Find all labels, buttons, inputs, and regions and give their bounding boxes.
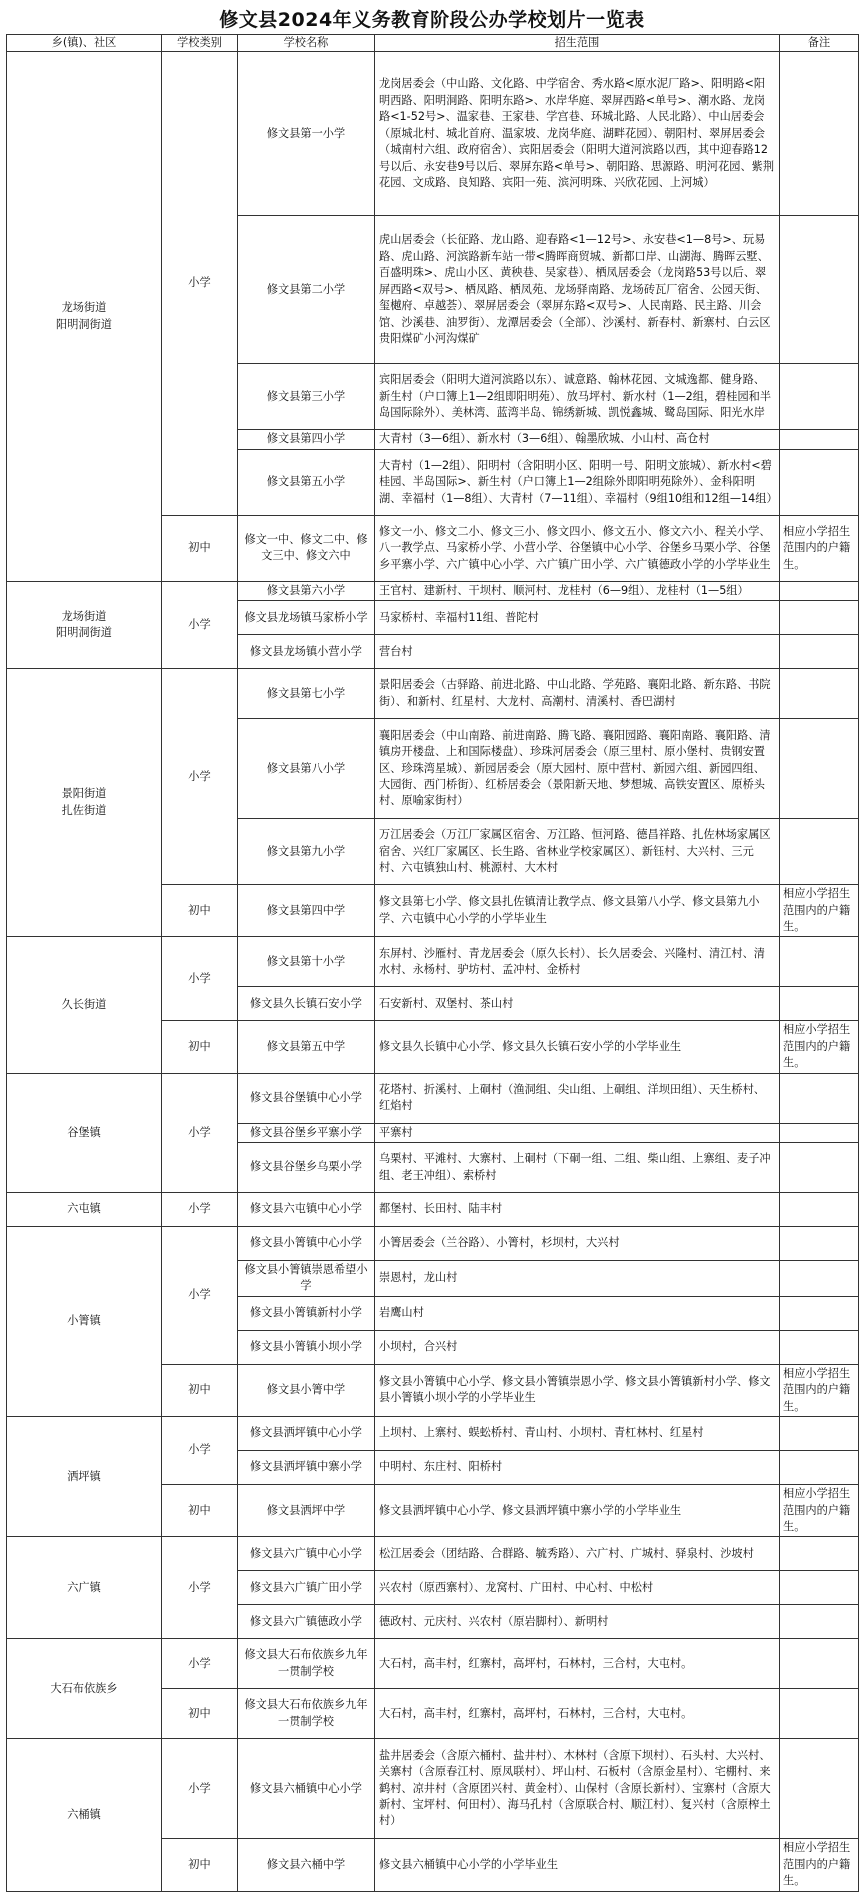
school-name-cell: 修文县第一小学 [238,52,375,216]
school-type-cell: 小学 [162,1639,238,1689]
school-name-cell: 修文县第九小学 [238,819,375,885]
school-name-cell: 修文县洒坪镇中心小学 [238,1417,375,1451]
school-name-cell: 修文县谷堡乡乌栗小学 [238,1143,375,1193]
school-name-cell: 修文县第五小学 [238,449,375,515]
enrollment-range-cell: 虎山居委会（长征路、龙山路、迎春路<1—12号>、永安巷<1—8号>、玩易路、虎山路、河滨路新车站一带<腾晖商贸城、新都口岸、山湖海、腾晖云墅、百盛明珠>、虎山小区、黄秧巷、吴家巷）、栖凤居委会（龙岗路53号以后、翠屏西路<双号>、栖凤路、栖凤苑、龙场驿南路、龙场砖瓦厂宿舍、公园天街、玺樾府、卓越荟）、翠屏居委会（翠屏东路<双号>、人民南路、民主路、川会馆、沙溪巷、油罗街）、龙潭居委会（全部）、沙溪村、新春村、新寨村、白云区贵阳煤矿小河沟煤矿 [375,216,780,364]
school-type-cell: 初中 [162,1485,238,1537]
school-name-cell: 修文县六广镇中心小学 [238,1537,375,1571]
school-type-cell: 初中 [162,885,238,937]
remarks-cell: 相应小学招生范围内的户籍生。 [780,1485,859,1537]
header-school-type: 学校类别 [162,35,238,52]
school-name-cell: 修文县六屯镇中心小学 [238,1193,375,1227]
remarks-cell [780,1451,859,1485]
region-cell: 景阳街道 扎佐街道 [7,669,162,937]
remarks-cell [780,987,859,1021]
enrollment-range-cell: 乌栗村、平滩村、大寨村、上硐村（下硐一组、二组、柴山组、上寨组、麦子冲组、老王冲组）、索桥村 [375,1143,780,1193]
enrollment-range-cell: 马家桥村、幸福村11组、普陀村 [375,601,780,635]
table-row [7,1193,859,1227]
header-remarks: 备注 [780,35,859,52]
region-cell: 龙场街道 阳明洞街道 [7,52,162,581]
table-header-row [7,35,859,52]
school-name-cell: 修文县久长镇石安小学 [238,987,375,1021]
remarks-cell: 相应小学招生范围内的户籍生。 [780,1364,859,1416]
school-name-cell: 修文县第四中学 [238,885,375,937]
school-type-cell: 初中 [162,1839,238,1891]
enrollment-range-cell: 盐井居委会（含原六桶村、盐井村）、木林村（含原下坝村）、石头村、大兴村、关寨村（含原春江村、原凤联村）、坪山村、石板村（含原金星村）、宅棚村、来鹤村、凉井村（含原团兴村、黄金村）、山保村（含原长新村）、宝寨村（含原大新村、宝坪村、何田村）、海马孔村（含原联合村、顺江村）、复兴村（含原榨土村） [375,1739,780,1839]
enrollment-range-cell: 修文一小、修文二小、修文三小、修文四小、修文五小、修文六小、程关小学、八一教学点、马家桥小学、小营小学、谷堡镇中心小学、谷堡乡马栗小学、谷堡乡平寨小学、六广镇中心小学、六广镇广田小学、六广镇德政小学的小学毕业生 [375,515,780,581]
enrollment-range-cell: 王官村、建新村、干坝村、顺河村、龙桂村（6—9组）、龙桂村（1—5组） [375,581,780,600]
remarks-cell [780,1073,859,1123]
school-name-cell: 修文县第二小学 [238,216,375,364]
remarks-cell: 相应小学招生范围内的户籍生。 [780,1021,859,1073]
enrollment-range-cell: 营台村 [375,635,780,669]
remarks-cell [780,1193,859,1227]
remarks-cell [780,1123,859,1142]
enrollment-range-cell: 修文县洒坪镇中心小学、修文县洒坪镇中寨小学的小学毕业生 [375,1485,780,1537]
enrollment-range-cell: 大石村，高丰村，红寨村，高坪村，石林村，三合村，大屯村。 [375,1639,780,1689]
enrollment-range-cell: 松江居委会（团结路、合群路、毓秀路）、六广村、广城村、驿泉村、沙坡村 [375,1537,780,1571]
enrollment-range-cell: 都堡村、长田村、陆丰村 [375,1193,780,1227]
remarks-cell [780,1639,859,1689]
enrollment-range-cell: 大石村，高丰村，红寨村，高坪村，石林村，三合村，大屯村。 [375,1689,780,1739]
table-row [7,1639,859,1689]
remarks-cell [780,635,859,669]
table-row [7,1073,859,1123]
remarks-cell [780,601,859,635]
enrollment-range-cell: 花塔村、折溪村、上硐村（渔洞组、尖山组、上硐组、洋坝田组）、天生桥村、红焰村 [375,1073,780,1123]
school-name-cell: 修文县大石布依族乡九年一贯制学校 [238,1689,375,1739]
table-row [7,669,859,719]
school-type-cell: 小学 [162,52,238,515]
enrollment-range-cell: 修文县第七小学、修文县扎佐镇清让教学点、修文县第八小学、修文县第九小学、六屯镇中心小学的小学毕业生 [375,885,780,937]
school-type-cell: 小学 [162,1537,238,1639]
table-row [7,1227,859,1261]
remarks-cell [780,52,859,216]
school-name-cell: 修文县谷堡镇中心小学 [238,1073,375,1123]
school-name-cell: 修文县洒坪中学 [238,1485,375,1537]
enrollment-range-cell: 兴农村（原西寨村）、龙窝村、广田村、中心村、中松村 [375,1571,780,1605]
school-name-cell: 修文县小箐镇中心小学 [238,1227,375,1261]
school-name-cell: 修文县第三小学 [238,364,375,430]
remarks-cell [780,1227,859,1261]
remarks-cell [780,669,859,719]
remarks-cell [780,1143,859,1193]
remarks-cell [780,216,859,364]
enrollment-range-cell: 修文县六桶镇中心小学的小学毕业生 [375,1839,780,1891]
enrollment-range-cell: 龙岗居委会（中山路、文化路、中学宿舍、秀水路<原水泥厂路>、阳明路<阳明西路、阳明洞路、阳明东路>、水岸华庭、翠屏西路<单号>、潮水路、龙岗路<1-52号>、温家巷、王家巷、学宫巷、环城北路、人民北路）、中山居委会（原城北村、城北首府、温家坡、龙岗华庭、湖畔花园）、朝阳村、翠屏居委会（城南村六组、政府宿舍）、宾阳居委会（阳明大道河滨路以西，其中迎春路12号以后、永安巷9号以后、翠屏东路<单号>、朝阳路、思源路、明河花园、紫荆花园、文成路、良知路、宾阳一苑、滨河明珠、兴欣花园、上河城） [375,52,780,216]
enrollment-range-cell: 石安新村、双堡村、茶山村 [375,987,780,1021]
school-type-cell: 小学 [162,1073,238,1192]
region-cell: 小箐镇 [7,1227,162,1417]
school-name-cell: 修文县大石布依族乡九年一贯制学校 [238,1639,375,1689]
enrollment-range-cell: 小坝村，合兴村 [375,1330,780,1364]
region-cell: 谷堡镇 [7,1073,162,1192]
remarks-cell [780,1689,859,1739]
school-name-cell: 修文县第八小学 [238,719,375,819]
school-type-cell: 初中 [162,515,238,581]
region-cell: 六广镇 [7,1537,162,1639]
enrollment-range-cell: 景阳居委会（古驿路、前进北路、中山北路、学苑路、襄阳北路、新东路、书院街）、和新村、红星村、大龙村、高潮村、清溪村、香巴湖村 [375,669,780,719]
school-name-cell: 修文县第十小学 [238,937,375,987]
region-cell: 六桶镇 [7,1739,162,1891]
remarks-cell [780,1261,859,1297]
header-enrollment-range: 招生范围 [375,35,780,52]
header-region: 乡(镇)、社区 [7,35,162,52]
enrollment-range-cell: 修文县久长镇中心小学、修文县久长镇石安小学的小学毕业生 [375,1021,780,1073]
enrollment-range-cell: 岩鹰山村 [375,1296,780,1330]
school-type-cell: 初中 [162,1689,238,1739]
enrollment-range-cell: 大青村（1—2组）、阳明村（含阳明小区、阳明一号、阳明文旅城）、新水村<碧桂园、半岛国际>、新生村（户口簿上1—2组除外即阳明苑除外）、金科阳明湖、幸福村（1—8组）、大青村（7—11组）、幸福村（9组10组和12组—14组） [375,449,780,515]
region-cell: 洒坪镇 [7,1417,162,1537]
region-cell: 龙场街道 阳明洞街道 [7,581,162,668]
enrollment-range-cell: 襄阳居委会（中山南路、前进南路、腾飞路、襄阳园路、襄阳南路、襄阳路、清镇房开楼盘、上和国际楼盘）、珍珠河居委会（原三里村、原小堡村、贵钢安置区、珍珠湾星城）、新园居委会（原大园村、原中营村、新园六组、新园四组、大园街、西门桥街）、红桥居委会（景阳新天地、梦想城、高铁安置区、原桥头村、原喻家街村） [375,719,780,819]
remarks-cell [780,1571,859,1605]
school-name-cell: 修文县第六小学 [238,581,375,600]
school-name-cell: 修文县小箐镇崇恩希望小学 [238,1261,375,1297]
school-name-cell: 修文县六桶中学 [238,1839,375,1891]
table-row [7,1537,859,1571]
school-type-cell: 小学 [162,937,238,1021]
remarks-cell [780,430,859,449]
school-name-cell: 修文县第四小学 [238,430,375,449]
enrollment-range-cell: 德政村、元庆村、兴农村（原岩脚村）、新明村 [375,1605,780,1639]
school-name-cell: 修文县六广镇德政小学 [238,1605,375,1639]
school-type-cell: 小学 [162,1193,238,1227]
table-row [7,1417,859,1451]
remarks-cell [780,581,859,600]
enrollment-range-cell: 上坝村、上寨村、蜈蚣桥村、青山村、小坝村、青杠林村、红星村 [375,1417,780,1451]
school-type-cell: 小学 [162,1739,238,1839]
school-type-cell: 小学 [162,669,238,885]
school-name-cell: 修文县六广镇广田小学 [238,1571,375,1605]
table-row [7,1739,859,1839]
remarks-cell [780,1605,859,1639]
remarks-cell: 相应小学招生范围内的户籍生。 [780,885,859,937]
school-type-cell: 初中 [162,1364,238,1416]
remarks-cell [780,819,859,885]
remarks-cell [780,937,859,987]
table-row [7,52,859,216]
table-row [7,581,859,600]
school-name-cell: 修文县谷堡乡平寨小学 [238,1123,375,1142]
enrollment-range-cell: 平寨村 [375,1123,780,1142]
remarks-cell [780,1739,859,1839]
school-zoning-table [6,34,859,1892]
region-cell: 久长街道 [7,937,162,1073]
remarks-cell [780,449,859,515]
school-name-cell: 修文县洒坪镇中寨小学 [238,1451,375,1485]
enrollment-range-cell: 崇恩村，龙山村 [375,1261,780,1297]
school-name-cell: 修文县第五中学 [238,1021,375,1073]
school-name-cell: 修文县第七小学 [238,669,375,719]
table-row [7,937,859,987]
school-type-cell: 小学 [162,1227,238,1365]
remarks-cell [780,1330,859,1364]
enrollment-range-cell: 万江居委会（万江厂家属区宿舍、万江路、恒河路、德昌祥路、扎佐林场家属区宿舍、兴红厂家属区、长生路、省林业学校家属区）、新钰村、大兴村、三元村、六屯镇独山村、桃源村、大木村 [375,819,780,885]
enrollment-range-cell: 中明村、东庄村、阳桥村 [375,1451,780,1485]
enrollment-range-cell: 大青村（3—6组）、新水村（3—6组）、翰墨欣城、小山村、高仓村 [375,430,780,449]
region-cell: 大石布依族乡 [7,1639,162,1739]
enrollment-range-cell: 宾阳居委会（阳明大道河滨路以东）、诚意路、翰林花园、文城逸都、健身路、新生村（户口簿上1—2组即阳明苑）、放马坪村、新水村（1—2组，碧桂园和半岛国际除外）、美林湾、蓝湾半岛、锦绣新城、凯悦鑫城、鹭岛国际、阳光水岸 [375,364,780,430]
school-name-cell: 修文县小箐镇新村小学 [238,1296,375,1330]
school-name-cell: 修文县小箐中学 [238,1364,375,1416]
enrollment-range-cell: 小箐居委会（兰谷路）、小箐村，杉坝村，大兴村 [375,1227,780,1261]
enrollment-range-cell: 修文县小箐镇中心小学、修文县小箐镇崇恩小学、修文县小箐镇新村小学、修文县小箐镇小坝小学的小学毕业生 [375,1364,780,1416]
remarks-cell: 相应小学招生范围内的户籍生。 [780,515,859,581]
school-name-cell: 修文县龙场镇小营小学 [238,635,375,669]
enrollment-range-cell: 东屏村、沙雁村、青龙居委会（原久长村）、长久居委会、兴隆村、清江村、清水村、永杨村、驴坊村、孟冲村、金桥村 [375,937,780,987]
remarks-cell [780,364,859,430]
school-name-cell: 修文县小箐镇小坝小学 [238,1330,375,1364]
remarks-cell [780,1417,859,1451]
remarks-cell [780,719,859,819]
school-type-cell: 小学 [162,1417,238,1485]
school-name-cell: 修文县六桶镇中心小学 [238,1739,375,1839]
remarks-cell [780,1296,859,1330]
remarks-cell: 相应小学招生范围内的户籍生。 [780,1839,859,1891]
school-type-cell: 小学 [162,581,238,668]
header-school-name: 学校名称 [238,35,375,52]
region-cell: 六屯镇 [7,1193,162,1227]
page-title: 修文县2024年义务教育阶段公办学校划片一览表 [219,9,645,31]
remarks-cell [780,1537,859,1571]
school-type-cell: 初中 [162,1021,238,1073]
school-name-cell: 修文一中、修文二中、修文三中、修文六中 [238,515,375,581]
school-name-cell: 修文县龙场镇马家桥小学 [238,601,375,635]
